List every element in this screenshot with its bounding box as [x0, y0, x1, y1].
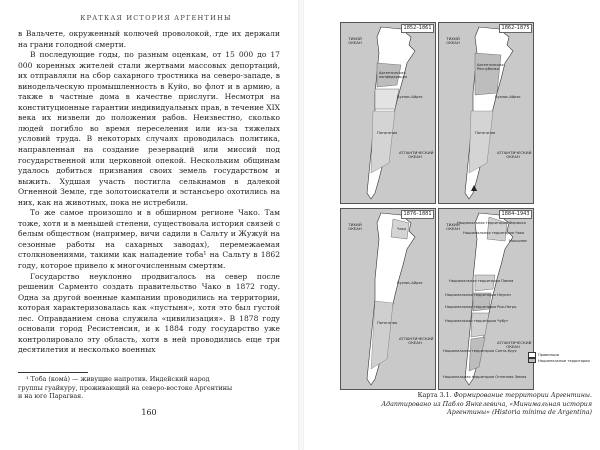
footnote-rule [18, 372, 88, 373]
region-label: Национальная территория Рио-Негро [445, 305, 517, 309]
atlantic-ocean-label: АТЛАНТИЧЕСКИЙ ОКЕАН [497, 340, 532, 350]
body-text [18, 29, 280, 356]
caption-number: Карта 3.1. [417, 392, 452, 399]
map-4-shape [439, 209, 533, 389]
region-label: Буэнос-Айрес [397, 95, 423, 99]
atlantic-ocean-label: АТЛАНТИЧЕСКИЙ ОКЕАН [399, 336, 434, 346]
region-label: Буэнос-Айрес [397, 281, 423, 285]
map-1884-1943 [438, 208, 534, 390]
paragraph-1: в Вальчете, окруженный колючей проволокой, где их держали на грани голодной смерти. [18, 29, 280, 49]
footnote-line: и на юге Парагвая. [18, 392, 84, 401]
map-date-range: 1884–1943 [499, 210, 532, 219]
region-label: Национальная территория Огненная Земля [443, 375, 527, 379]
map-1862-1875 [438, 22, 534, 204]
region-label: Национальная территория Чако [463, 231, 525, 235]
left-page [0, 0, 298, 450]
pacific-ocean-label: ТИХИЙ ОКЕАН [348, 36, 362, 46]
legend-label: Национальные территории [538, 358, 590, 363]
map-caption [370, 392, 592, 418]
pacific-ocean-label: ТИХИЙ ОКЕАН [446, 36, 460, 46]
region-label: Национальная территория Пампа [449, 279, 514, 283]
caption-text: Формирование территории Аргентины. Адаптировано из Пабло Янкелевича, «Минимальная история Аргентины» (Historia mínima de Argentina) [381, 392, 592, 417]
map-legend [528, 352, 590, 364]
paragraph-4: Государство неуклонно продвигалось на север после решения Сарменто создать правительство Чако в 1872 году. Одна за другой военные кампании проводились на территории, которая характеризовалась как «пустыня», хотя это был густой лес. Оправданием снова служила «цивилизация». В 1878 году основали город Ресистенсия, и к 1884 году государство уже контролировало эту область, хотя в ней проводились еще три десятилетия и несколько военных [18, 271, 280, 355]
pacific-ocean-label: ТИХИЙ ОКЕАН [446, 222, 460, 232]
footnote-line: группы гуайкуру, проживающий на северо-востоке Аргентины [18, 383, 233, 392]
atlantic-ocean-label: АТЛАНТИЧЕСКИЙ ОКЕАН [399, 150, 434, 160]
region-label: Патагония [377, 131, 398, 135]
region-label: Патагония [475, 131, 496, 135]
legend-swatch [528, 358, 536, 364]
right-page [304, 0, 600, 450]
map-date-range: 1876–1881 [401, 210, 434, 219]
map-3-shape [341, 209, 435, 389]
legend-label: Провинции [538, 352, 560, 357]
region-label: Аргентинская Республика [477, 63, 504, 72]
north-arrow-icon: ▲ [471, 183, 478, 192]
legend-item [528, 358, 590, 364]
region-label: Национальная территория Неукен [445, 293, 511, 297]
page-number: 160 [141, 408, 157, 417]
region-label: Патагония [377, 321, 398, 325]
map-1-shape [341, 23, 435, 203]
region-label: Чако [397, 227, 407, 231]
paragraph-2: В последующие годы, по разным оценкам, от 15 000 до 17 000 коренных жителей стали жертвами массовых депортаций, их отправляли на сбор сахарного тростника на северо-западе, в винодельческую промышленность в Куйо, во флот и в армию, а также в частные дома в качестве прислуги. Несмотря на конституционные гарантии индивидуальных прав, в течение XIX века их низвели до положения рабов. Неизвестно, сколько людей погибло во время переселения или из-за тяжелых условий труда. В некоторых случаях проводилась политика, направленная на создание резерваций или миссий под государственной или церковной опекой. Нескольким общинам удалось добиться признания своих земель государством и выжить. Худшая участь постигла селькнамов в далекой Огненной Земле, где золотоискатели и эстансьеро охотились на них, как на животных, пока не истребили. [18, 50, 280, 207]
paragraph-3: То же самое произошло и в обширном регионе Чако. Там тоже, хотя и в меньшей степени, существовала история связей с белым обществом (например, вичи садили в Сальту и Жужуй на сезонные работы на сахарных заводах), перемежаемая столкновениями, такими как нападение тоба¹ на Сальту в 1862 году, которое привело к многочисленным смертям. [18, 208, 280, 271]
region-label: Национальная территория Формоса [457, 221, 526, 225]
map-date-range: 1862–1875 [499, 24, 532, 33]
map-2-shape [439, 23, 533, 203]
legend-swatch [528, 352, 536, 358]
running-head: КРАТКАЯ ИСТОРИЯ АРГЕНТИНЫ [80, 14, 232, 22]
atlantic-ocean-label: АТЛАНТИЧЕСКИЙ ОКЕАН [497, 150, 532, 160]
region-label: Национальная территория Чубут [445, 319, 509, 323]
region-label: Мисьонес [509, 239, 528, 243]
pacific-ocean-label: ТИХИЙ ОКЕАН [348, 222, 362, 232]
region-label: Аргентинская конфедерация [379, 71, 408, 80]
map-date-range: 1852–1861 [401, 24, 434, 33]
region-label: Буэнос-Айрес [495, 95, 521, 99]
footnote-line: ¹ Тоба (кома́) — живущие напротив. Индейский народ [26, 375, 210, 383]
region-label: Национальная территория Санта-Крус [443, 349, 517, 353]
map-1852-1861 [340, 22, 436, 204]
map-1876-1881 [340, 208, 436, 390]
footnote [18, 375, 280, 401]
